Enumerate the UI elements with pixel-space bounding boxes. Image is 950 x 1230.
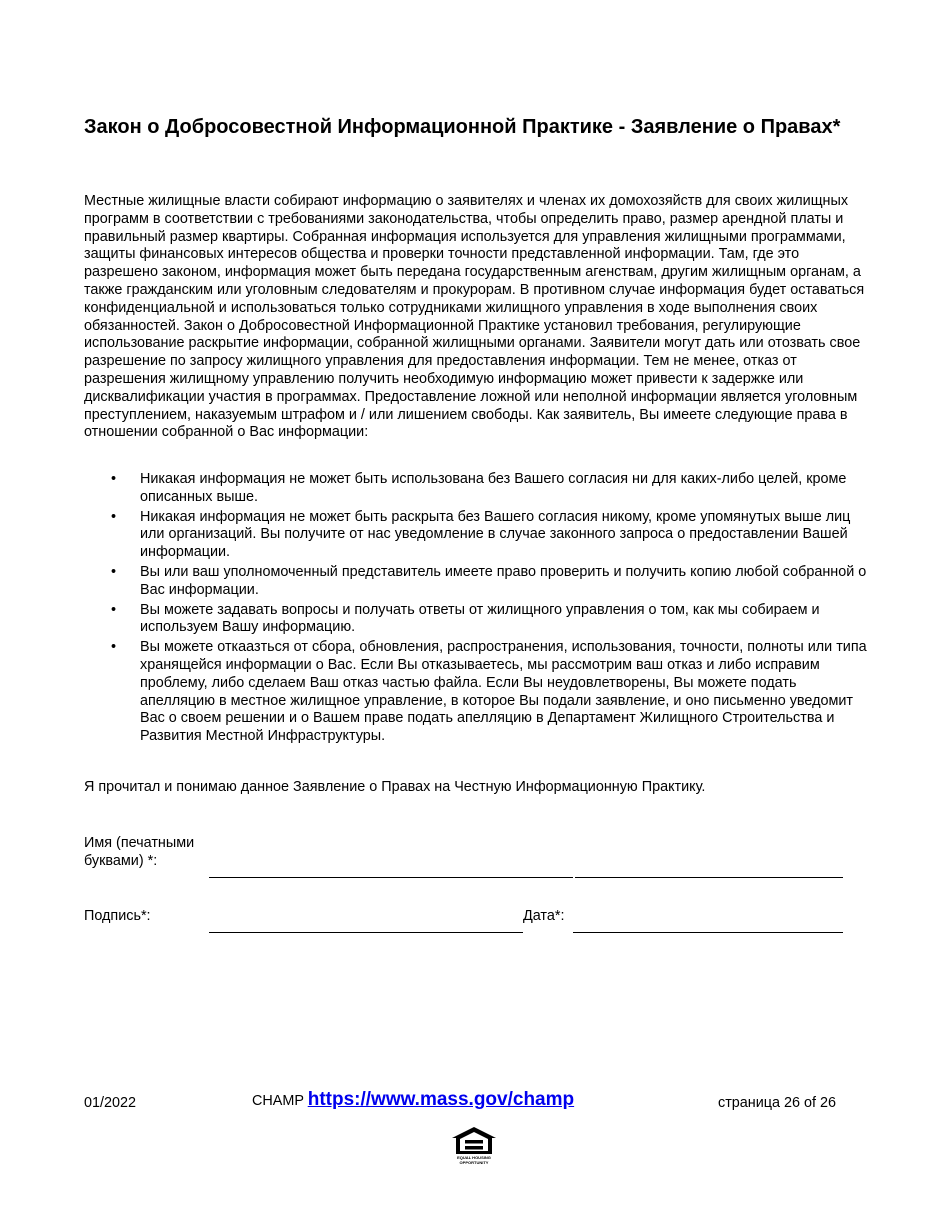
bullet-icon: • [111, 601, 117, 618]
date-input-line[interactable] [573, 932, 843, 933]
list-item-text: Вы можете откаазться от сбора, обновления, распространения, использования, точности, полноты или типа хранящейся информации о Вас. Если Вы отказываетесь, мы рассмотрим ваш отказ и либо исправим проблему, либо сделаем Ваш отказ частью файла. Если Вы неудовлетворены, Вы можете подать апелляцию в местное жилищное управление, в которое Вы подали заявление, и оно письменно уведомит Вас о своем решении и о Вашем праве подать апелляцию в Департамент Жилищного Строительства и Развития Местной Инфраструктуры. [140, 639, 867, 745]
name-label [84, 834, 194, 870]
signature-input-line[interactable] [209, 932, 523, 933]
signature-label: Подпись*: [84, 908, 151, 924]
name-label-line: буквами) *: [84, 853, 158, 869]
bullet-icon: • [111, 508, 117, 525]
date-label: Дата*: [523, 908, 565, 924]
page-number: страница 26 of 26 [718, 1095, 837, 1111]
acknowledgement-statement: Я прочитал и понимаю данное Заявление о Правах на Честную Информационную Практику. [84, 779, 706, 795]
list-item [84, 471, 874, 507]
footer-program-name: CHAMP [252, 1093, 304, 1109]
rights-list [84, 471, 874, 748]
bullet-icon: • [111, 471, 117, 487]
list-item-text: Никакая информация не может быть использована без Вашего согласия ни для каких-либо целей, кроме описанных выше. [140, 471, 847, 505]
list-item [84, 564, 874, 600]
list-item [84, 602, 874, 638]
list-item [84, 509, 874, 562]
eho-logo-text: EQUAL HOUSING [457, 1155, 491, 1160]
list-item-text: Вы или ваш уполномоченный представитель имеете право проверить и получить копию любой собранной о Вас информации. [140, 563, 867, 598]
list-item-text: Вы можете задавать вопросы и получать ответы от жилищного управления о том, как мы собираем и используем Вашу информацию. [140, 601, 820, 636]
name-input-line-extension[interactable] [575, 877, 843, 878]
list-item-text: Никакая информация не может быть раскрыта без Вашего согласия никому, кроме упомянутых выше лиц или организаций. Вы получите от нас уведомление в случае законного запроса о предоставлении Вашей информации. [140, 508, 851, 561]
eho-logo-text: OPPORTUNITY [459, 1160, 489, 1165]
list-item [84, 639, 874, 746]
bullet-icon: • [111, 563, 117, 580]
intro-paragraph: Местные жилищные власти собирают информацию о заявителях и членах их домохозяйств для своих жилищных программ в соответствии с требованиями законодательства, чтобы определить право, размер арендной платы и правильный размер квартиры. Собранная информация используется для управления жилищными программами, защиты финансовых интересов общества и проверки точности представленной информации. Там, где это разрешено законом, информация может быть передана государственным агенствам, другим жилищным органам, а также гражданским или уголовным следователям и прокурорам. В противном случае информация будет оставаться конфиденциальной и использоваться только сотрудниками жилищного управления в ходе выполнения своих обязанностей. Закон о Добросовестной Информационной Практике установил требования, регулирующие использование раскрытие информации, собранной жилищными органами. Заявители могут дать или отозвать свое разрешение по запросу жилищного управления для предоставления информации. Тем не менее, отказ от разрешения жилищному управлению получить необходимую информацию может привести к задержке или дисквалификации участия в программах. Предоставление ложной или неполной информации является уголовным преступлением, наказуемым штрафом и / или лишением свободы. Как заявитель, Вы имеете следующие права в отношении собранной о Вас информации: [84, 193, 865, 441]
bullet-icon: • [111, 639, 117, 656]
name-label-line: Имя (печатными [84, 835, 195, 851]
name-input-line[interactable] [209, 877, 573, 878]
footer-revision-date: 01/2022 [84, 1095, 137, 1111]
champ-link[interactable]: https://www.mass.gov/champ [307, 1089, 575, 1110]
footer-program [252, 1089, 574, 1111]
page-title: Закон о Добросовестной Информационной Практике - Заявление о Правах* [84, 116, 841, 138]
equal-housing-opportunity-icon [450, 1125, 498, 1165]
